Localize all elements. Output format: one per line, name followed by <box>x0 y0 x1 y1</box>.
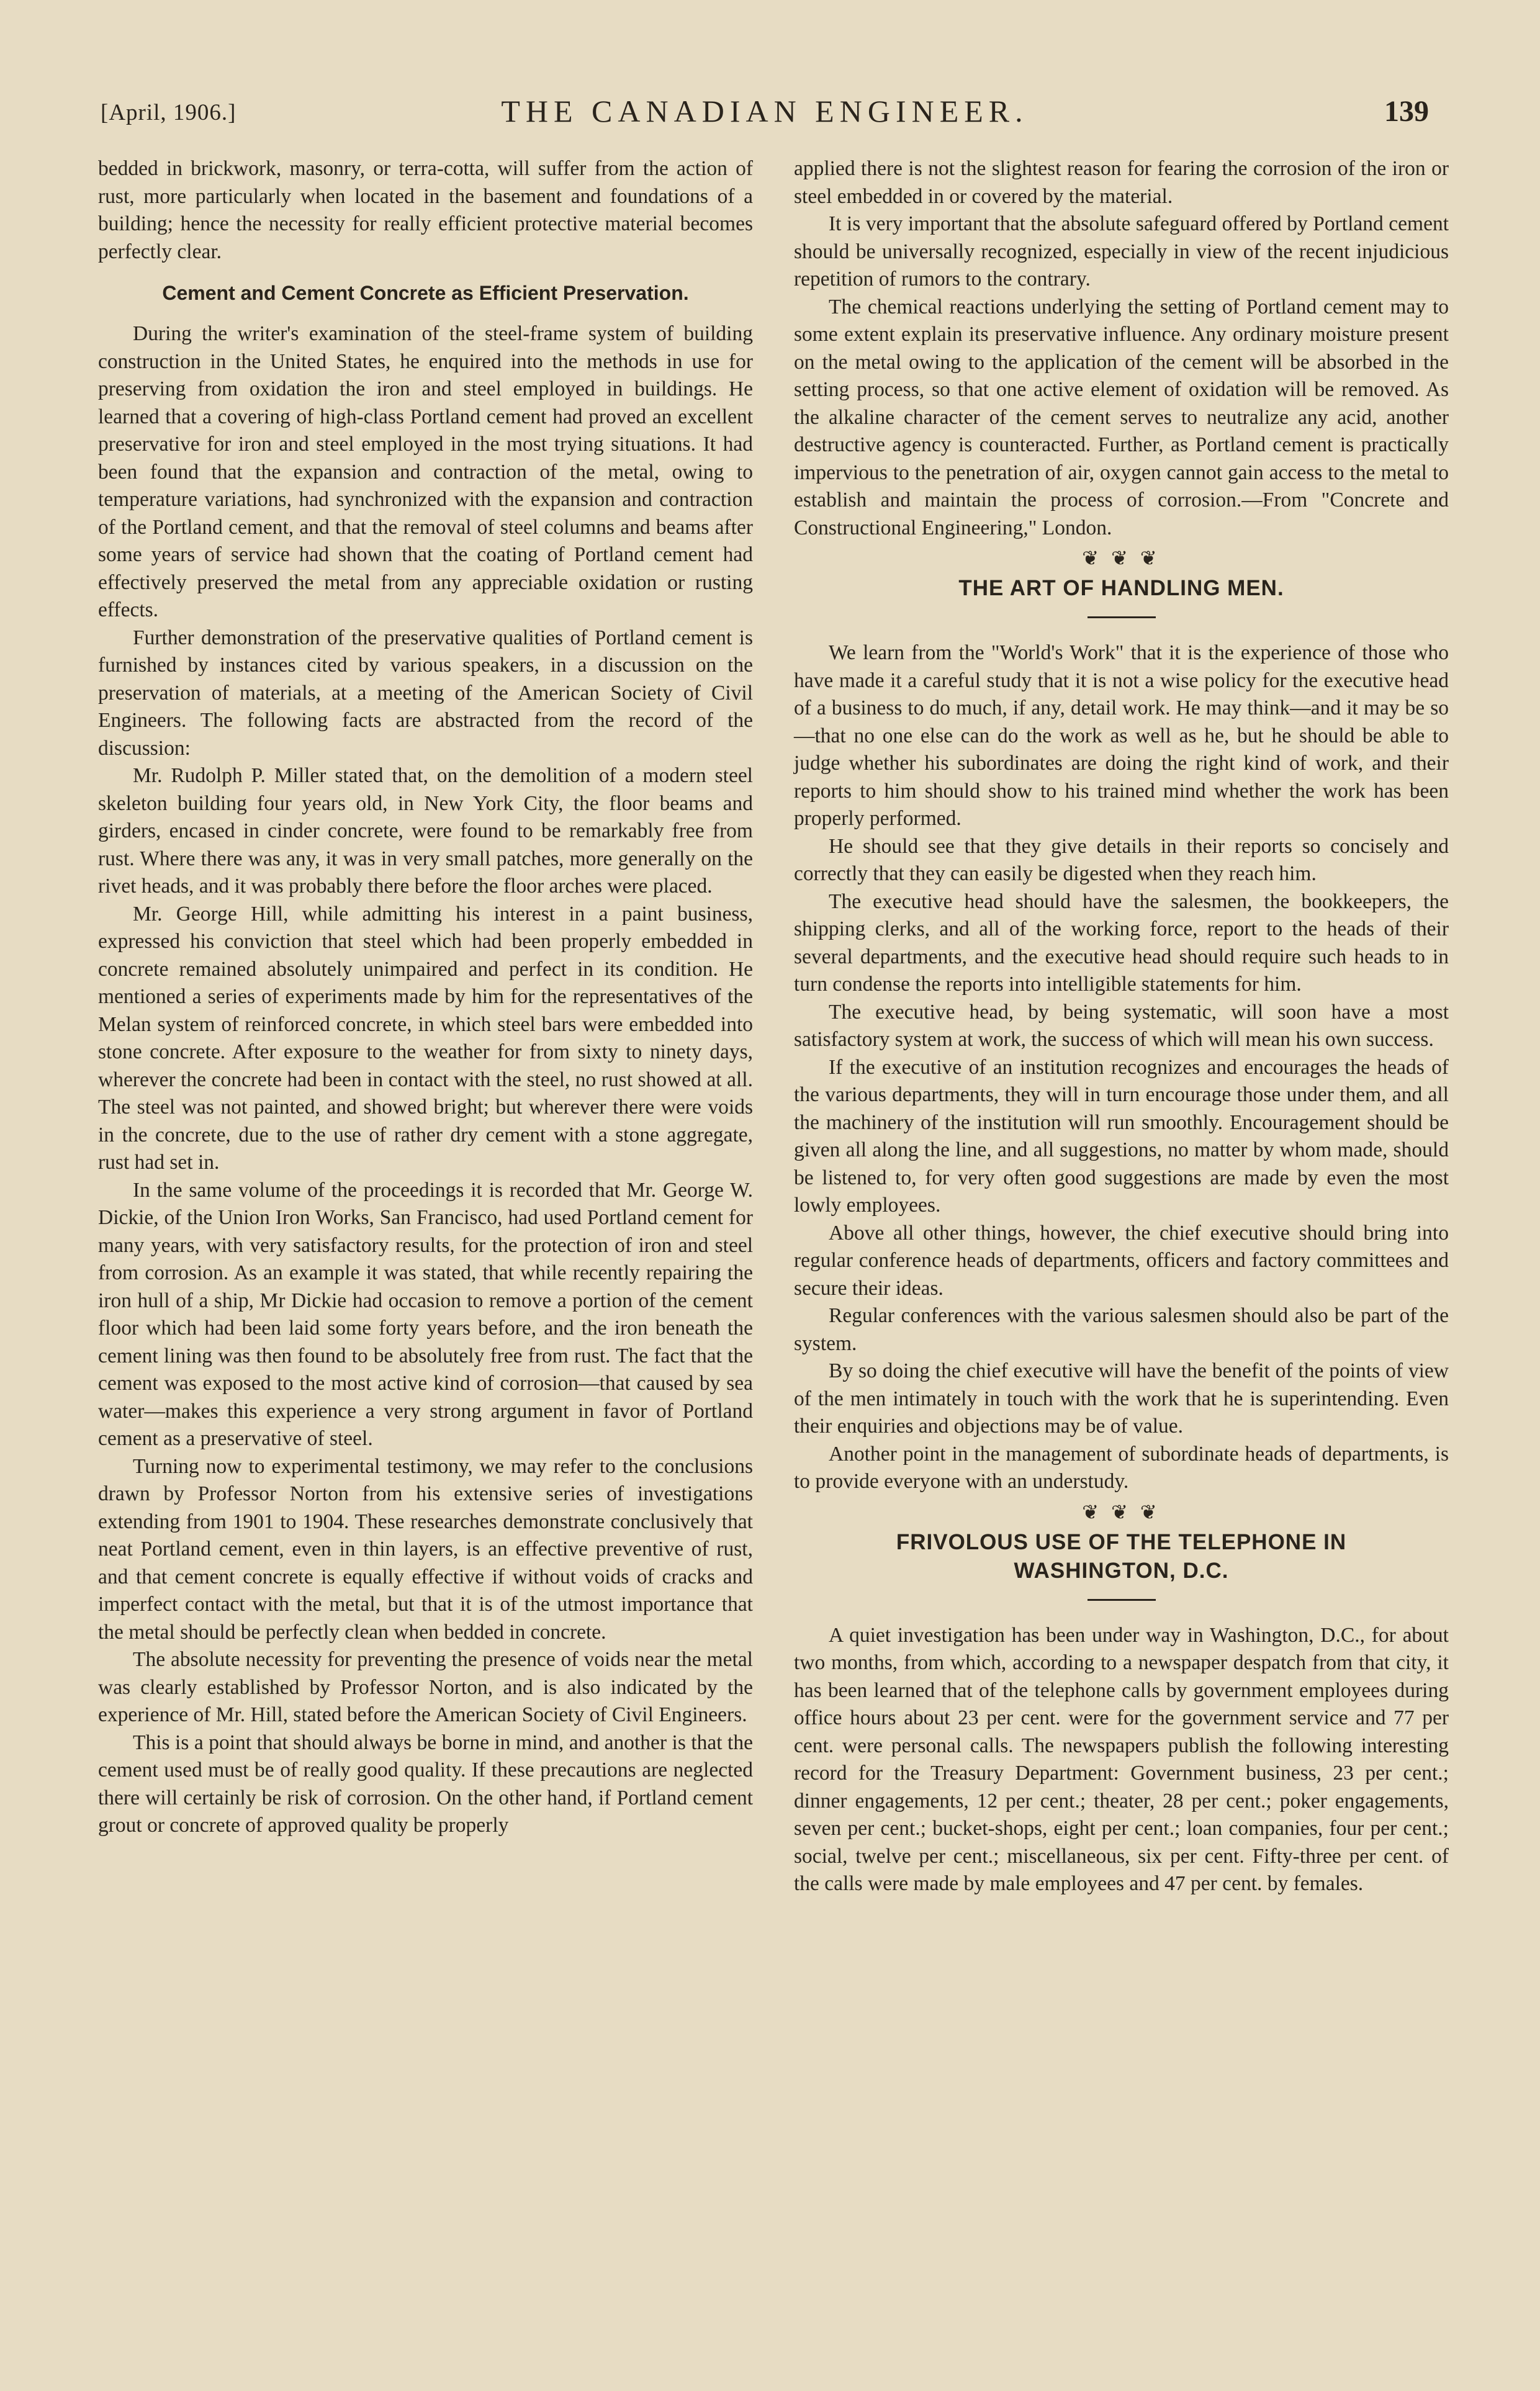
paragraph: Mr. George Hill, while admitting his interest in a paint business, expressed his conviction that steel which had been properly embedded in concrete remained absolutely unimpaired and perfect in its condition. He mentioned a series of experiments made by him for the representatives of the Melan system of reinforced concrete, in which steel bars were embedded into stone concrete. After exposure to the weather for from sixty to ninety days, wherever the concrete had been in contact with the steel, no rust showed at all. The steel was not painted, and showed bright; but wherever there were voids in the concrete, due to the use of rather dry cement with a stone aggregate, rust had set in. <box>98 902 753 1174</box>
section-ornament: ❦ ❦ ❦ <box>1082 1500 1161 1523</box>
heading-rule <box>1087 616 1156 618</box>
paragraph: In the same volume of the proceedings it is recorded that Mr. George W. Dickie, of the Union Iron Works, San Francisco, had used Portland cement for many years, with very satisfactory results, for the protection of iron and steel from corrosion. As an example it was stated, that while recently repairing the iron hull of a ship, Mr Dickie had occasion to remove a portion of the cement floor which had been laid some forty years before, and the iron beneath the cement lining was then found to be absolutely free from rust. The fact that the cement was exposed to the most active kind of corrosion—that caused by sea water—makes this experience a very strong argument in favor of Portland cement as a preservative of steel. <box>98 1178 753 1450</box>
paragraph: bedded in brickwork, masonry, or terra-cotta, will suffer from the action of rust, more particularly when located in the basement and foundations of a building; hence the necessity for really efficient protective material becomes perfectly clear. <box>98 157 753 263</box>
paragraph: The executive head should have the salesmen, the bookkeepers, the shipping clerks, and all of the working force, report to the heads of their several departments, and the executive head should require such heads to in turn condense the reports into intelligible statements for him. <box>794 889 1449 996</box>
paragraph: This is a point that should always be borne in mind, and another is that the cement used must be of really good quality. If these precautions are neglected there will certainly be risk of corrosion. On the other hand, if Portland cement grout or concrete of approved quality be properly <box>98 1731 753 1837</box>
issue-date: [April, 1906.] <box>101 100 236 125</box>
heading-rule <box>1087 1599 1156 1601</box>
article-heading: THE ART OF HANDLING MEN. <box>958 576 1284 600</box>
paragraph: It is very important that the absolute safeguard offered by Portland cement should be universally recognized, especially in view of the recent injudicious repetition of rumors to the contrary. <box>794 212 1449 290</box>
page-number: 139 <box>1384 95 1429 128</box>
paragraph: applied there is not the slightest reason for fearing the corrosion of the iron or steel embedded in or covered by the material. <box>794 157 1449 208</box>
paragraph: The chemical reactions underlying the setting of Portland cement may to some extent explain its preservative influence. Any ordinary moisture present on the metal owing to the application of the cement will be absorbed in the setting process, so that one active element of oxidation will be removed. As the alkaline character of the cement serves to neutralize any acid, another destructive agency is counteracted. Further, as Portland cement is practically impervious to the penetration of air, oxygen cannot gain access to the metal to establish and maintain the process of corrosion.—From "Concrete and Constructional Engineering," London. <box>794 295 1449 539</box>
paragraph: The absolute necessity for preventing the presence of voids near the metal was clearly established by Professor Norton, and is also indicated by the experience of Mr. Hill, stated before the American Society of Civil Engineers. <box>98 1648 753 1726</box>
article-heading-line: FRIVOLOUS USE OF THE TELEPHONE IN <box>896 1529 1347 1554</box>
paragraph: Further demonstration of the preservative qualities of Portland cement is furnished by instances cited by various speakers, in a discussion on the preservation of materials, at a meeting of the American Society of Civil Engineers. The following facts are abstracted from the record of the discussion: <box>98 626 753 760</box>
paragraph: If the executive of an institution recognizes and encourages the heads of the various departments, they will in turn encourage those under them, and all the machinery of the institution will run smoothly. Encouragement should be given all along the line, and all suggestions, no matter by whom made, should be listened to, for very often good suggestions are made by even the most lowly employees. <box>794 1055 1449 1217</box>
paragraph: Mr. Rudolph P. Miller stated that, on the demolition of a modern steel skeleton building four years old, in New York City, the floor beams and girders, encased in cinder concrete, were found to be remarkably free from rust. Where there was any, it was in very small patches, more generally on the rivet heads, and it was probably there before the floor arches were placed. <box>98 764 753 898</box>
right-column <box>794 155 1449 1898</box>
left-column <box>98 155 753 1840</box>
section-subheading: Cement and Cement Concrete as Efficient Preservation. <box>162 282 689 304</box>
paragraph: By so doing the chief executive will have the benefit of the points of view of the men intimately in touch with the work that he is superintending. Even their enquiries and objections may be of value. <box>794 1359 1449 1438</box>
journal-title: THE CANADIAN ENGINEER. <box>501 94 1029 128</box>
paragraph: A quiet investigation has been under way in Washington, D.C., for about two months, from which, according to a newspaper despatch from that city, it has been learned that of the telephone calls by government employees during office hours about 23 per cent. were for the government service and 77 per cent. were personal calls. The newspapers publish the following interesting record for the Treasury Department: Government business, 23 per cent.; dinner engagements, 12 per cent.; theater, 28 per cent.; poker engagements, seven per cent.; bucket-shops, eight per cent.; loan companies, four per cent.; social, twelve per cent.; miscellaneous, six per cent. Fifty-three per cent. of the calls were made by male employees and 47 per cent. by females. <box>794 1623 1449 1895</box>
paragraph: During the writer's examination of the steel-frame system of building construction in the United States, he enquired into the methods in use for preserving from oxidation the iron and steel employed in buildings. He learned that a covering of high-class Portland cement had proved an excellent preservative for iron and steel employed in the most trying situations. It had been found that the expansion and contraction of the metal, owing to temperature variations, had synchronized with the expansion and contraction of the Portland cement, and that the removal of steel columns and beams after some years of service had shown that the coating of Portland cement had effectively preserved the metal from any appreciable oxidation or rusting effects. <box>98 322 753 621</box>
section-ornament: ❦ ❦ ❦ <box>1082 547 1161 569</box>
paragraph: The executive head, by being systematic, will soon have a most satisfactory system at work, the success of which will mean his own success. <box>794 1000 1449 1051</box>
paragraph: Above all other things, however, the chief executive should bring into regular conference heads of departments, officers and factory committees and secure their ideas. <box>794 1221 1449 1300</box>
paragraph: Turning now to experimental testimony, we may refer to the conclusions drawn by Professor Norton from his extensive series of investigations extending from 1901 to 1904. These researches demonstrate conclusively that neat Portland cement, even in thin layers, is an effective preventive of rust, and that cement concrete is equally effective if without voids of cracks and imperfect contact with the metal, but that it is of the utmost importance that the metal should be perfectly clean when bedded in concrete. <box>98 1454 753 1644</box>
article-heading-line: WASHINGTON, D.C. <box>1014 1558 1229 1583</box>
paragraph: He should see that they give details in their reports so concisely and correctly that they can easily be digested when they reach him. <box>794 834 1449 885</box>
paragraph: We learn from the "World's Work" that it is the experience of those who have made it a careful study that it is not a wise policy for the executive head of a business to do much, if any, detail work. He may think—and it may be so—that no one else can do the work as well as he, but he should be able to judge whether his subordinates are doing the right kind of work, and their reports to him should show to his trained mind whether the work has been properly performed. <box>794 641 1449 830</box>
page-header <box>101 93 1429 137</box>
paragraph: Another point in the management of subordinate heads of departments, is to provide everyone with an understudy. <box>794 1442 1449 1493</box>
paragraph: Regular conferences with the various salesmen should also be part of the system. <box>794 1304 1449 1355</box>
